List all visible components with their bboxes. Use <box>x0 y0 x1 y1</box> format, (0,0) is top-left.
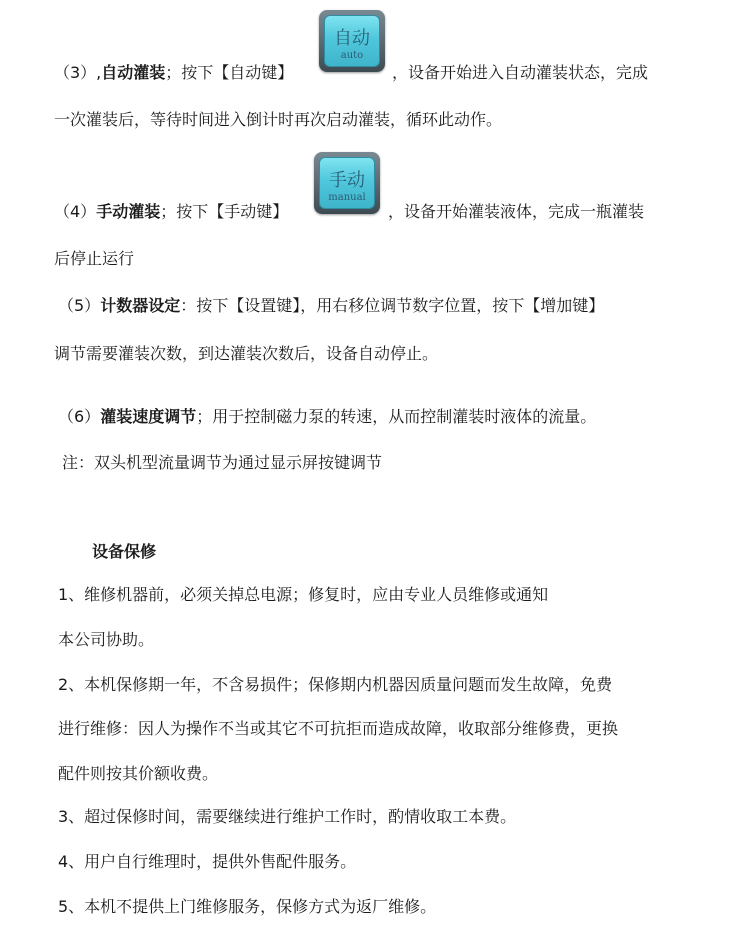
warranty-heading: 设备保修 <box>92 542 157 561</box>
auto-key-image <box>319 10 385 72</box>
item-4-line2: 后停止运行 <box>54 249 135 268</box>
item-6-number: （6） <box>58 407 101 426</box>
item-6-text: ；用于控制磁力泵的转速，从而控制灌装时液体的流量。 <box>196 407 597 426</box>
warranty-line: 本公司协助。 <box>58 630 155 649</box>
item-4-text: ；按下【手动键】 <box>160 202 289 221</box>
warranty-line: 5、本机不提供上门维修服务，保修方式为返厂维修。 <box>58 897 437 916</box>
warranty-line: 进行维修：因人为操作不当或其它不可抗拒而造成故障，收取部分维修费，更换 <box>58 719 619 738</box>
manual-key-face <box>319 157 375 209</box>
auto-key-label: 自动 <box>334 28 370 49</box>
item-4-line1 <box>54 201 288 223</box>
warranty-line: 1、维修机器前，必须关掉总电源；修复时，应由专业人员维修或通知 <box>58 585 549 604</box>
manual-key-image <box>314 152 380 214</box>
item-5-title: 计数器设定 <box>100 296 181 315</box>
item-3-text: ；按下【自动键】 <box>165 63 294 82</box>
item-5-line1 <box>58 295 604 317</box>
warranty-line: 配件则按其价额收费。 <box>58 764 219 783</box>
item-3-number: （3）, <box>54 63 102 82</box>
item-6-line1 <box>58 406 596 428</box>
item-5-text: ：按下【设置键】，用右移位调节数字位置，按下【增加键】 <box>180 296 605 315</box>
item-3-after: ，设备开始进入自动灌装状态，完成 <box>392 63 649 82</box>
auto-key-face <box>324 15 380 67</box>
item-4-after: ，设备开始灌装液体，完成一瓶灌装 <box>388 202 645 221</box>
item-6-title: 灌装速度调节 <box>100 407 197 426</box>
manual-key-sublabel: manual <box>328 192 366 203</box>
item-5-number: （5） <box>58 296 101 315</box>
item-4-title: 手动灌装 <box>96 202 161 221</box>
item-5-line2: 调节需要灌装次数，到达灌装次数后，设备自动停止。 <box>54 344 439 363</box>
item-3-line1 <box>54 62 293 84</box>
item-4-number: （4） <box>54 202 97 221</box>
warranty-line: 4、用户自行维理时，提供外售配件服务。 <box>58 852 357 871</box>
warranty-line: 2、本机保修期一年，不含易损件；保修期内机器因质量问题而发生故障，免费 <box>58 675 613 694</box>
item-3-title: 自动灌装 <box>101 63 166 82</box>
manual-key-label: 手动 <box>329 170 365 191</box>
note-text: 注：双头机型流量调节为通过显示屏按键调节 <box>62 453 383 472</box>
warranty-line: 3、超过保修时间，需要继续进行维护工作时，酌情收取工本费。 <box>58 807 517 826</box>
auto-key-sublabel: auto <box>340 50 364 61</box>
item-3-line2: 一次灌装后，等待时间进入倒计时再次启动灌装，循环此动作。 <box>54 110 503 129</box>
